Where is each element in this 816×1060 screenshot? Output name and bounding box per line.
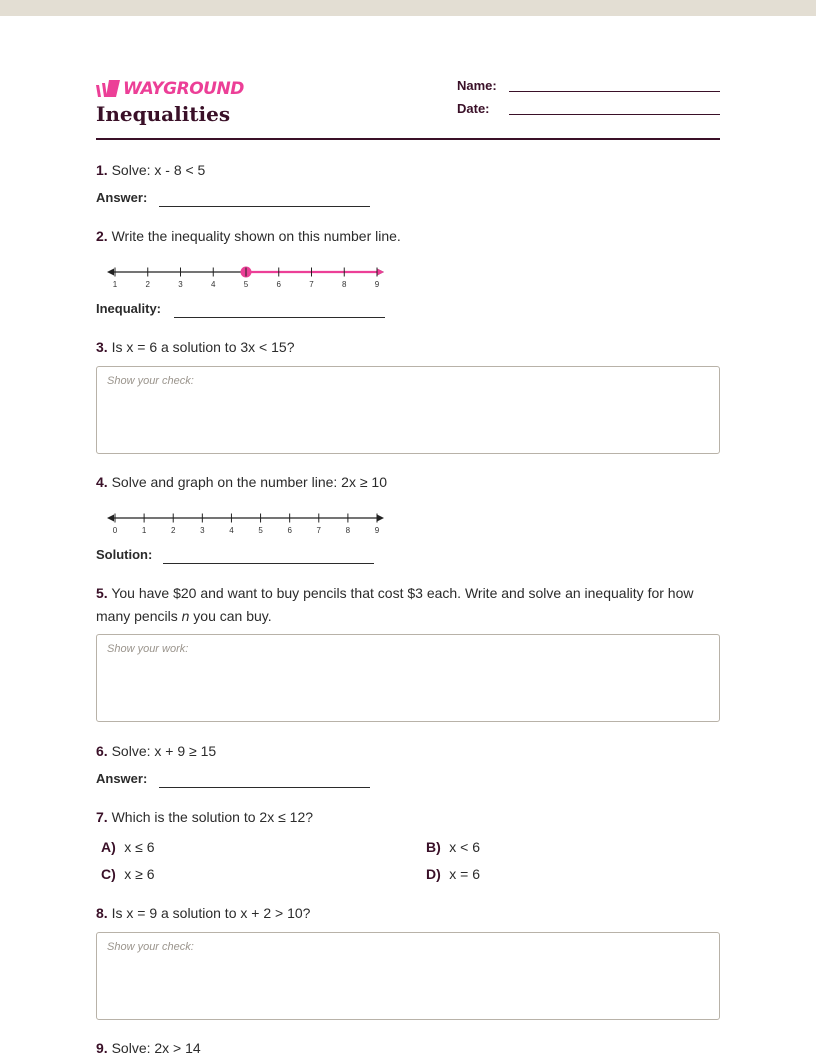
box-hint: Show your work: [107, 643, 189, 655]
solution-label: Solution: [96, 547, 153, 562]
name-field[interactable] [509, 91, 720, 92]
question-text: Solve: 2x > 14 [111, 1040, 201, 1056]
question-number: 6. [96, 743, 108, 759]
name-label: Name: [457, 78, 497, 93]
work-box-3[interactable] [96, 366, 720, 454]
right-arrow-icon [377, 515, 384, 522]
question-number: 7. [96, 809, 108, 825]
tick-label: 5 [258, 526, 263, 535]
tick-label: 8 [345, 526, 351, 535]
left-arrow-icon [107, 515, 114, 522]
variable-n: n [181, 608, 190, 624]
question-9 [96, 1037, 201, 1060]
answer-label: Answer: [96, 190, 148, 205]
tick-label: 2 [145, 280, 150, 289]
work-box-8[interactable] [96, 932, 720, 1020]
number-line-q2 [96, 258, 396, 294]
wayground-logo-icon [96, 80, 120, 98]
top-bar [0, 0, 816, 16]
option-text: x = 6 [449, 866, 480, 882]
question-7 [96, 806, 313, 829]
option-letter: A) [101, 839, 116, 855]
question-text: Is x = 6 a solution to 3x < 15? [111, 339, 295, 355]
number-line-q4[interactable] [96, 504, 396, 540]
inequality-label: Inequality: [96, 301, 162, 316]
tick-label: 4 [211, 280, 216, 289]
question-number: 3. [96, 339, 108, 355]
header-divider [96, 138, 720, 140]
tick-label: 5 [243, 280, 249, 289]
tick-label: 1 [141, 526, 147, 535]
question-text: Write the inequality shown on this number line. [111, 228, 401, 244]
tick-label: 3 [200, 526, 205, 535]
question-number: 2. [96, 228, 108, 244]
question-number: 1. [96, 162, 108, 178]
brand-name: WAYGROUND [123, 79, 244, 99]
tick-label: 0 [112, 526, 118, 535]
brand-logo [96, 79, 244, 99]
question-5 [96, 582, 726, 628]
question-text: Solve and graph on the number line: 2x ≥ 10 [111, 474, 387, 490]
question-number: 8. [96, 905, 108, 921]
option-c[interactable] [101, 866, 154, 884]
box-hint: Show your check: [107, 375, 194, 387]
option-text: x ≥ 6 [124, 866, 155, 882]
date-field[interactable] [509, 114, 720, 115]
tick-label: 2 [170, 526, 176, 535]
question-text: Solve: x + 9 ≥ 15 [111, 743, 217, 759]
tick-label: 4 [229, 526, 234, 535]
question-number: 5. [96, 585, 108, 601]
shaded-arrow-icon [377, 269, 384, 276]
question-number: 9. [96, 1040, 108, 1056]
answer-field-1[interactable] [159, 206, 370, 207]
question-1 [96, 159, 205, 182]
left-arrow-icon [107, 269, 114, 276]
question-8 [96, 902, 310, 925]
question-text-part-1: You have $20 and want to buy pencils that cost $3 each. Write and solve an inequality for how many pencils [96, 585, 694, 624]
option-letter: C) [101, 866, 116, 882]
tick-label: 3 [178, 280, 183, 289]
option-b[interactable] [426, 839, 480, 857]
question-number: 4. [96, 474, 108, 490]
tick-label: 7 [316, 526, 322, 535]
question-text: Which is the solution to 2x ≤ 12? [111, 809, 314, 825]
option-a[interactable] [101, 839, 154, 857]
tick-label: 9 [374, 280, 380, 289]
work-box-5[interactable] [96, 634, 720, 722]
tick-label: 7 [309, 280, 314, 289]
tick-label: 1 [112, 280, 118, 289]
option-letter: D) [426, 866, 441, 882]
tick-label: 6 [287, 526, 292, 535]
answer-label: Answer: [96, 771, 148, 786]
tick-label: 8 [342, 280, 347, 289]
question-text: Solve: x - 8 < 5 [111, 162, 206, 178]
question-text: Is x = 9 a solution to x + 2 > 10? [111, 905, 311, 921]
question-text-part-2: you can buy. [189, 608, 272, 624]
box-hint: Show your check: [107, 941, 194, 953]
question-4 [96, 471, 387, 494]
question-3 [96, 336, 294, 359]
question-2 [96, 225, 401, 248]
answer-field-4[interactable] [163, 563, 374, 564]
question-6 [96, 740, 216, 763]
tick-label: 6 [276, 280, 281, 289]
option-text: x ≤ 6 [124, 839, 155, 855]
option-text: x < 6 [449, 839, 480, 855]
page-title: Inequalities [96, 102, 231, 126]
date-label: Date: [457, 101, 490, 116]
tick-label: 9 [374, 526, 380, 535]
answer-field-6[interactable] [159, 787, 370, 788]
option-letter: B) [426, 839, 441, 855]
answer-field-2[interactable] [174, 317, 385, 318]
option-d[interactable] [426, 866, 480, 884]
